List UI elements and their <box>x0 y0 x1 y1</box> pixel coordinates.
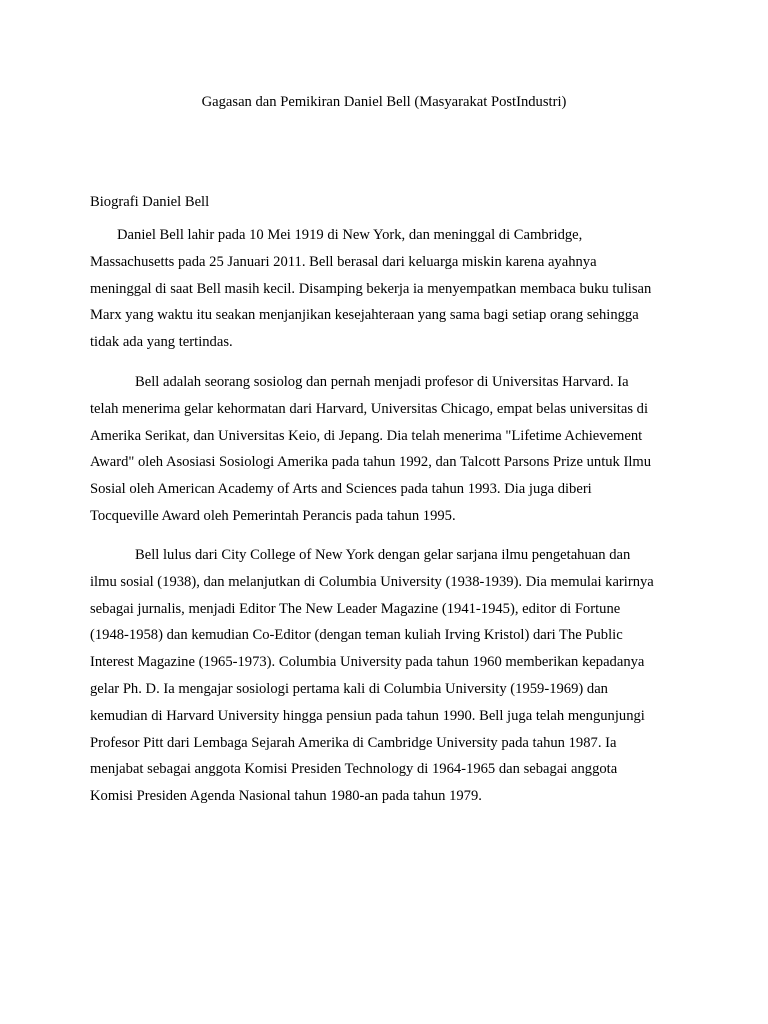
paragraph-line: Daniel Bell lahir pada 10 Mei 1919 di New York, dan meninggal di Cambridge, <box>117 227 583 243</box>
paragraph-line: Tocqueville Award oleh Pemerintah Perancis pada tahun 1995. <box>90 507 456 524</box>
paragraph-line: Marx yang waktu itu seakan menjanjikan kesejahteraan yang sama bagi setiap orang sehingga <box>90 307 639 324</box>
paragraph-line: sebagai jurnalis, menjadi Editor The New Leader Magazine (1941-1945), editor di Fortune <box>90 600 621 617</box>
paragraph-line: Bell lulus dari City College of New York dengan gelar sarjana ilmu pengetahuan dan <box>135 547 631 563</box>
paragraph-line: meninggal di saat Bell masih kecil. Disamping bekerja ia menyempatkan membaca buku tulisan <box>90 280 652 297</box>
paragraph-line: Bell adalah seorang sosiolog dan pernah menjadi profesor di Universitas Harvard. Ia <box>135 374 629 390</box>
paragraph-line: Komisi Presiden Agenda Nasional tahun 1980-an pada tahun 1979. <box>90 788 482 805</box>
paragraph-line: (1948-1958) dan kemudian Co-Editor (dengan teman kuliah Irving Kristol) dari The Public <box>90 627 623 644</box>
paragraph-line: Award" oleh Asosiasi Sosiologi Amerika pada tahun 1992, dan Talcott Parsons Prize untuk Ilmu <box>90 454 652 471</box>
paragraph-line: Interest Magazine (1965-1973). Columbia University pada tahun 1960 memberikan kepadanya <box>90 654 645 671</box>
paragraph-education-and-career <box>90 542 690 810</box>
paragraph-line: gelar Ph. D. Ia mengajar sosiologi pertama kali di Columbia University (1959-1969) dan <box>90 680 608 697</box>
paragraph-line: telah menerima gelar kehormatan dari Harvard, Universitas Chicago, empat belas universitas di <box>90 400 649 417</box>
paragraph-line: Sosial oleh American Academy of Arts and Sciences pada tahun 1993. Dia juga diberi <box>90 481 592 498</box>
paragraph-line: menjabat sebagai anggota Komisi Presiden Technology di 1964-1965 dan sebagai anggota <box>90 761 618 778</box>
paragraph-honors-and-awards <box>90 369 690 530</box>
paragraph-line: Amerika Serikat, dan Universitas Keio, di Jepang. Dia telah menerima "Lifetime Achievement <box>90 427 643 444</box>
paragraph-line: kemudian di Harvard University hingga pensiun pada tahun 1990. Bell juga telah mengunjungi <box>90 707 645 724</box>
paragraph-line: tidak ada yang tertindas. <box>90 334 233 351</box>
paragraph-line: Profesor Pitt dari Lembaga Sejarah Amerika di Cambridge University pada tahun 1987. Ia <box>90 734 617 751</box>
section-heading: Biografi Daniel Bell <box>90 194 210 210</box>
paragraph-line: ilmu sosial (1938), dan melanjutkan di Columbia University (1938-1939). Dia memulai karirnya <box>90 573 654 590</box>
document-title: Gagasan dan Pemikiran Daniel Bell (Masyarakat PostIndustri) <box>201 94 567 110</box>
paragraph-birth-and-early-life <box>90 222 690 356</box>
paragraph-line: Massachusetts pada 25 Januari 2011. Bell berasal dari keluarga miskin karena ayahnya <box>90 253 597 270</box>
